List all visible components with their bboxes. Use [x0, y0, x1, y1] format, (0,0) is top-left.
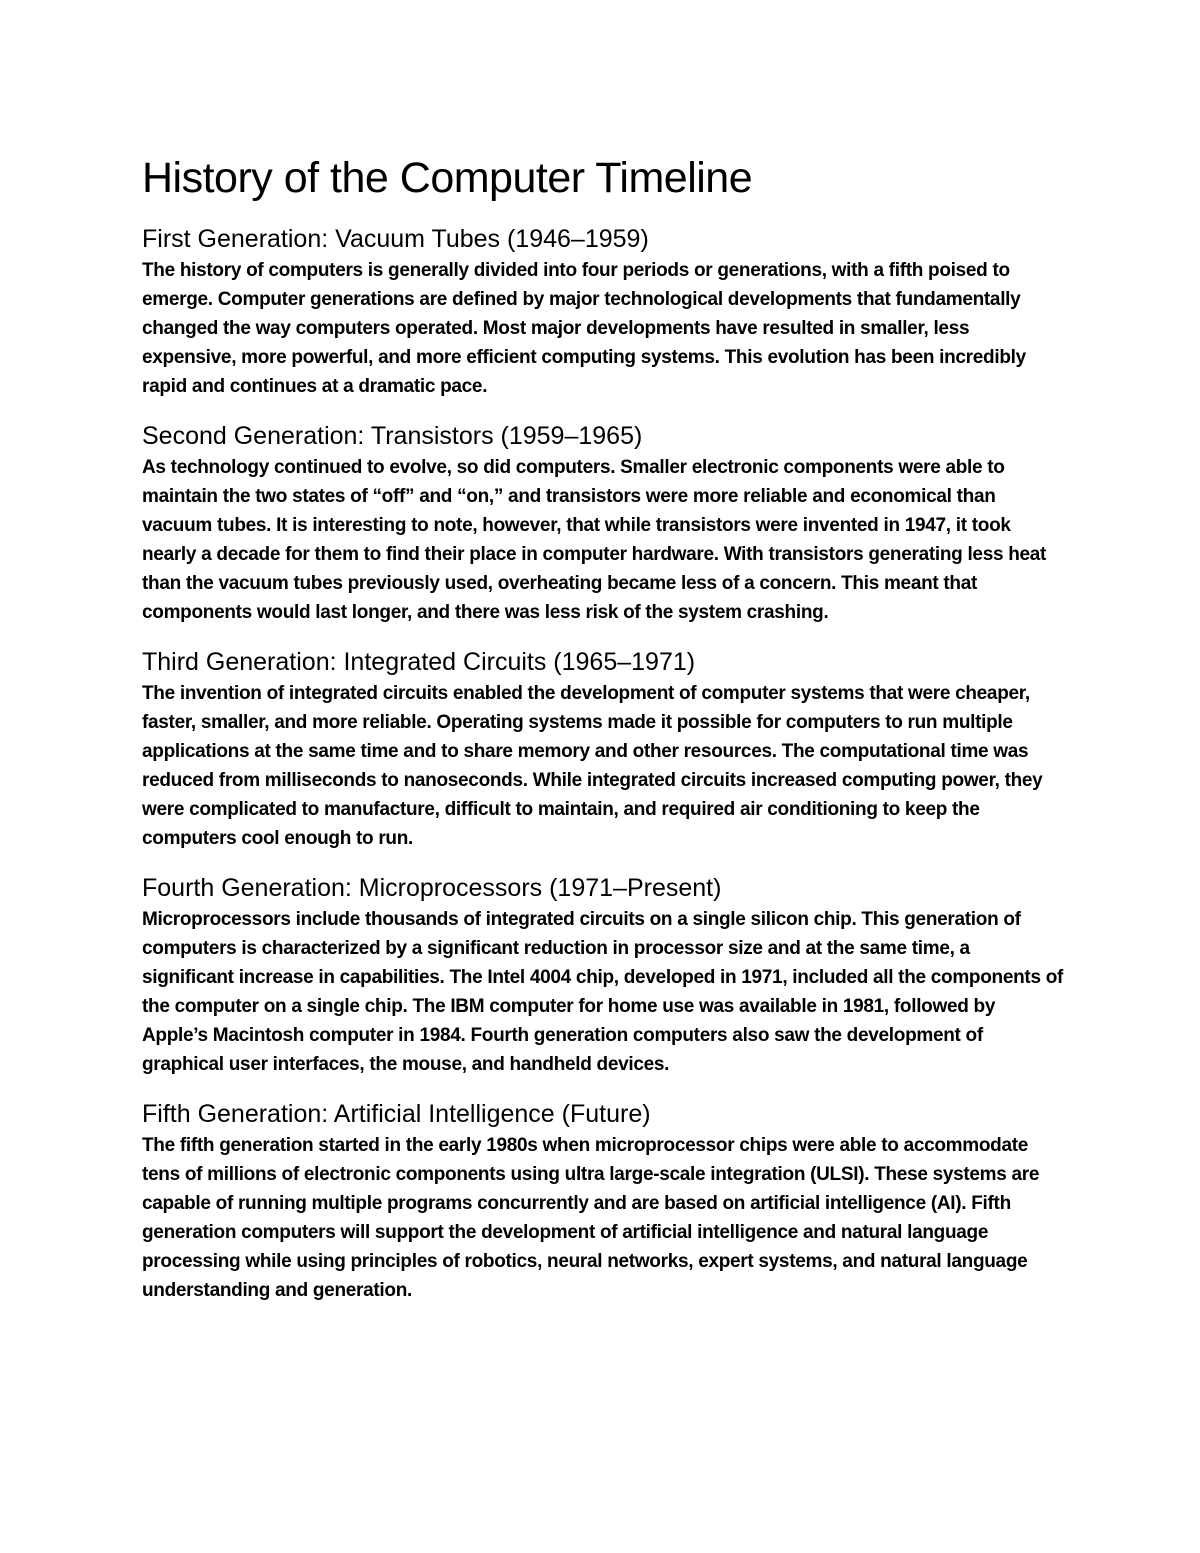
section-fifth-generation — [142, 1097, 1064, 1305]
section-paragraph: Microprocessors include thousands of integrated circuits on a single silicon chip. This generation of computers is characterized by a significant reduction in processor size and at the same time, a significant increase in capabilities. The Intel 4004 chip, developed in 1971, included all the components of the computer on a single chip. The IBM computer for home use was available in 1981, followed by Apple’s Macintosh computer in 1984. Fourth generation computers also saw the development of graphical user interfaces, the mouse, and handheld devices. — [142, 909, 1064, 1075]
section-paragraph: As technology continued to evolve, so did computers. Smaller electronic components were able to maintain the two states of “off” and “on,” and transistors were more reliable and economical than vacuum tubes. It is interesting to note, however, that while transistors were invented in 1947, it took nearly a decade for them to find their place in computer hardware. With transistors generating less heat than the vacuum tubes previously used, overheating became less of a concern. This meant that components would last longer, and there was less risk of the system crashing. — [142, 457, 1047, 623]
section-fourth-generation — [142, 871, 1064, 1079]
section-paragraph: The fifth generation started in the early 1980s when microprocessor chips were able to accommodate tens of millions of electronic components using ultra large-scale integration (ULSI). These systems are capable of running multiple programs concurrently and are based on artificial intelligence (AI). Fifth generation computers will support the development of artificial intelligence and natural language processing while using principles of robotics, neural networks, expert systems, and natural language understanding and generation. — [142, 1135, 1040, 1301]
section-heading: Second Generation: Transistors (1959–1965) — [142, 422, 643, 450]
section-paragraph: The invention of integrated circuits enabled the development of computer systems that were cheaper, faster, smaller, and more reliable. Operating systems made it possible for computers to run multiple applications at the same time and to share memory and other resources. The computational time was reduced from milliseconds to nanoseconds. While integrated circuits increased computing power, they were complicated to manufacture, difficult to maintain, and required air conditioning to keep the computers cool enough to run. — [142, 683, 1043, 849]
section-second-generation — [142, 419, 1064, 627]
page-title: History of the Computer Timeline — [142, 154, 753, 202]
section-heading: Fourth Generation: Microprocessors (1971–Present) — [142, 874, 722, 902]
section-third-generation — [142, 645, 1064, 853]
section-paragraph: The history of computers is generally divided into four periods or generations, with a fifth poised to emerge. Computer generations are defined by major technological developments that fundamentally changed the way computers operated. Most major developments have resulted in smaller, less expensive, more powerful, and more efficient computing systems. This evolution has been incredibly rapid and continues at a dramatic pace. — [142, 260, 1026, 397]
section-heading: First Generation: Vacuum Tubes (1946–1959) — [142, 225, 649, 253]
section-first-generation — [142, 222, 1064, 401]
section-heading: Third Generation: Integrated Circuits (1965–1971) — [142, 648, 696, 676]
document-page — [142, 150, 1064, 1323]
section-heading: Fifth Generation: Artificial Intelligence (Future) — [142, 1100, 651, 1128]
